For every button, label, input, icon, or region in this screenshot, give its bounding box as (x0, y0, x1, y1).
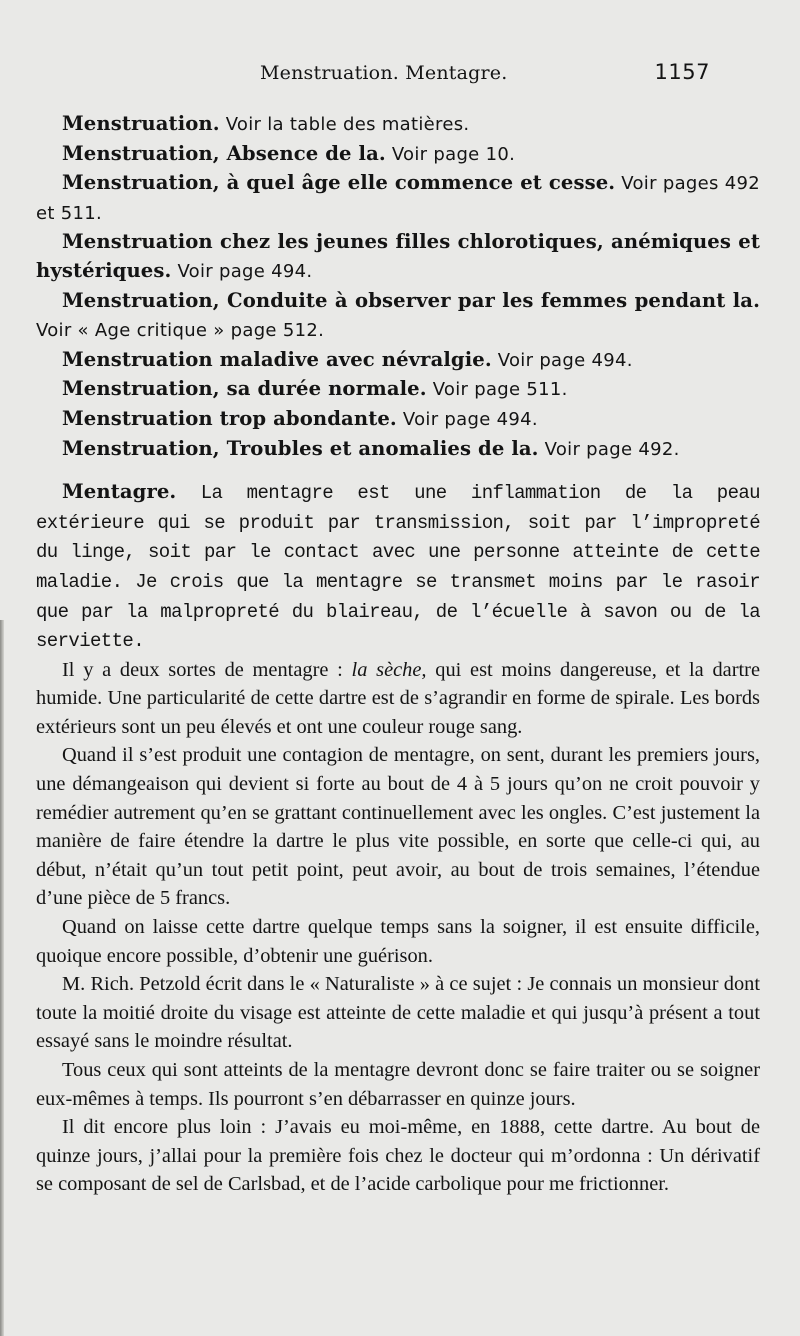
index-entry (36, 110, 760, 140)
entry-reference: Voir page 492. (538, 438, 680, 460)
page-number: 1157 (654, 60, 710, 84)
article-lead-paragraph (36, 478, 760, 656)
article-paragraph: Tous ceux qui sont atteints de la mentagre devront donc se faire traiter ou se soigner eux-mêmes à temps. Ils pourront s’en débarrasser en quinze jours. (36, 1059, 760, 1110)
index-entry (36, 405, 760, 435)
entry-headword: Menstruation, Absence de la. (62, 141, 386, 165)
index-entry (36, 228, 760, 286)
article-lead-text: La mentagre est une inflammation de la peau extérieure qui se produit par transmission, soit par l’impropreté du linge, soit par le contact avec une personne atteinte de cette maladie. Je crois que la mentagre se transmet moins par le rasoir que par la malpropreté du blaireau, de l’écuelle à savon ou de la serviette. (36, 482, 760, 653)
entry-headword: Menstruation. (62, 112, 220, 135)
article-paragraph (36, 656, 760, 742)
paragraph-text: qui est moins dangereuse, et la dartre humide. Une particularité de cette dartre est de s’agrandir en forme de spirale. Les bords extérieurs sont un peu élevés et ont une couleur rouge sang. (36, 658, 760, 738)
paragraph-text: Il y a deux sortes de mentagre : (62, 658, 352, 681)
entry-reference: Voir « Age critique » page 512. (36, 320, 325, 342)
entry-reference: Voir page 10. (385, 143, 516, 165)
index-entry (36, 169, 760, 228)
running-header (250, 62, 710, 92)
page-binding-edge (0, 620, 4, 1336)
entry-headword: Menstruation chez les jeunes filles chlorotiques, anémiques et hystériques. (36, 230, 760, 282)
entry-headword: Menstruation, Troubles et anomalies de la. (62, 436, 539, 460)
entry-headword: Menstruation, Conduite à observer par les femmes pendant la. (62, 288, 760, 312)
running-title: Menstruation. Mentagre. (260, 62, 508, 84)
article-headword: Mentagre. (62, 480, 177, 504)
index-entry (36, 375, 760, 405)
entry-headword: Menstruation, sa durée normale. (62, 377, 427, 401)
article-paragraph: M. Rich. Petzold écrit dans le « Naturaliste » à ce sujet : Je connais un monsieur dont toute la moitié droite du visage est atteinte de cette maladie et qui jusqu’à présent a tout essayé sans le moindre résultat. (36, 973, 760, 1053)
entry-headword: Menstruation maladive avec névralgie. (62, 347, 492, 371)
entry-reference: Voir page 494. (396, 408, 538, 430)
index-entry (36, 287, 760, 346)
index-entry (36, 346, 760, 376)
index-entry (36, 140, 760, 170)
article-paragraph: Quand il s’est produit une contagion de mentagre, on sent, durant les premiers jours, une démangeaison qui devient si forte au bout de 4 à 5 jours qu’on ne croit pouvoir y remédier autrement qu’en se grattant continuellement avec les ongles. C’est justement la manière de faire étendre la dartre le plus vite possible, en sorte que celle-ci qui, au début, n’était qu’un tout petit point, peut avoir, au bout de trois semaines, l’étendue d’une pièce de 5 francs. (36, 744, 760, 910)
entry-headword: Menstruation trop abondante. (62, 406, 397, 430)
entry-reference: Voir page 494. (491, 349, 633, 371)
entry-reference: Voir page 494. (171, 260, 313, 282)
entry-headword: Menstruation, à quel âge elle commence et cesse. (62, 171, 616, 195)
italic-term: la sèche, (351, 658, 427, 681)
index-entry (36, 435, 760, 465)
article-paragraph: Il dit encore plus loin : J’avais eu moi-même, en 1888, cette dartre. Au bout de quinze jours, j’allai pour la première fois chez le docteur qui m’ordonna : Un dérivatif se composant de sel de Carlsbad, et de l’acide carbolique pour me frictionner. (36, 1116, 760, 1196)
text-block (36, 110, 760, 1199)
entry-reference: Voir pages 492 et 511. (36, 173, 760, 224)
article-paragraph: Quand on laisse cette dartre quelque temps sans la soigner, il est ensuite difficile, quoique encore possible, d’obtenir une guérison. (36, 916, 760, 967)
entry-reference: Voir la table des matières. (219, 114, 470, 135)
entry-reference: Voir page 511. (426, 379, 568, 401)
